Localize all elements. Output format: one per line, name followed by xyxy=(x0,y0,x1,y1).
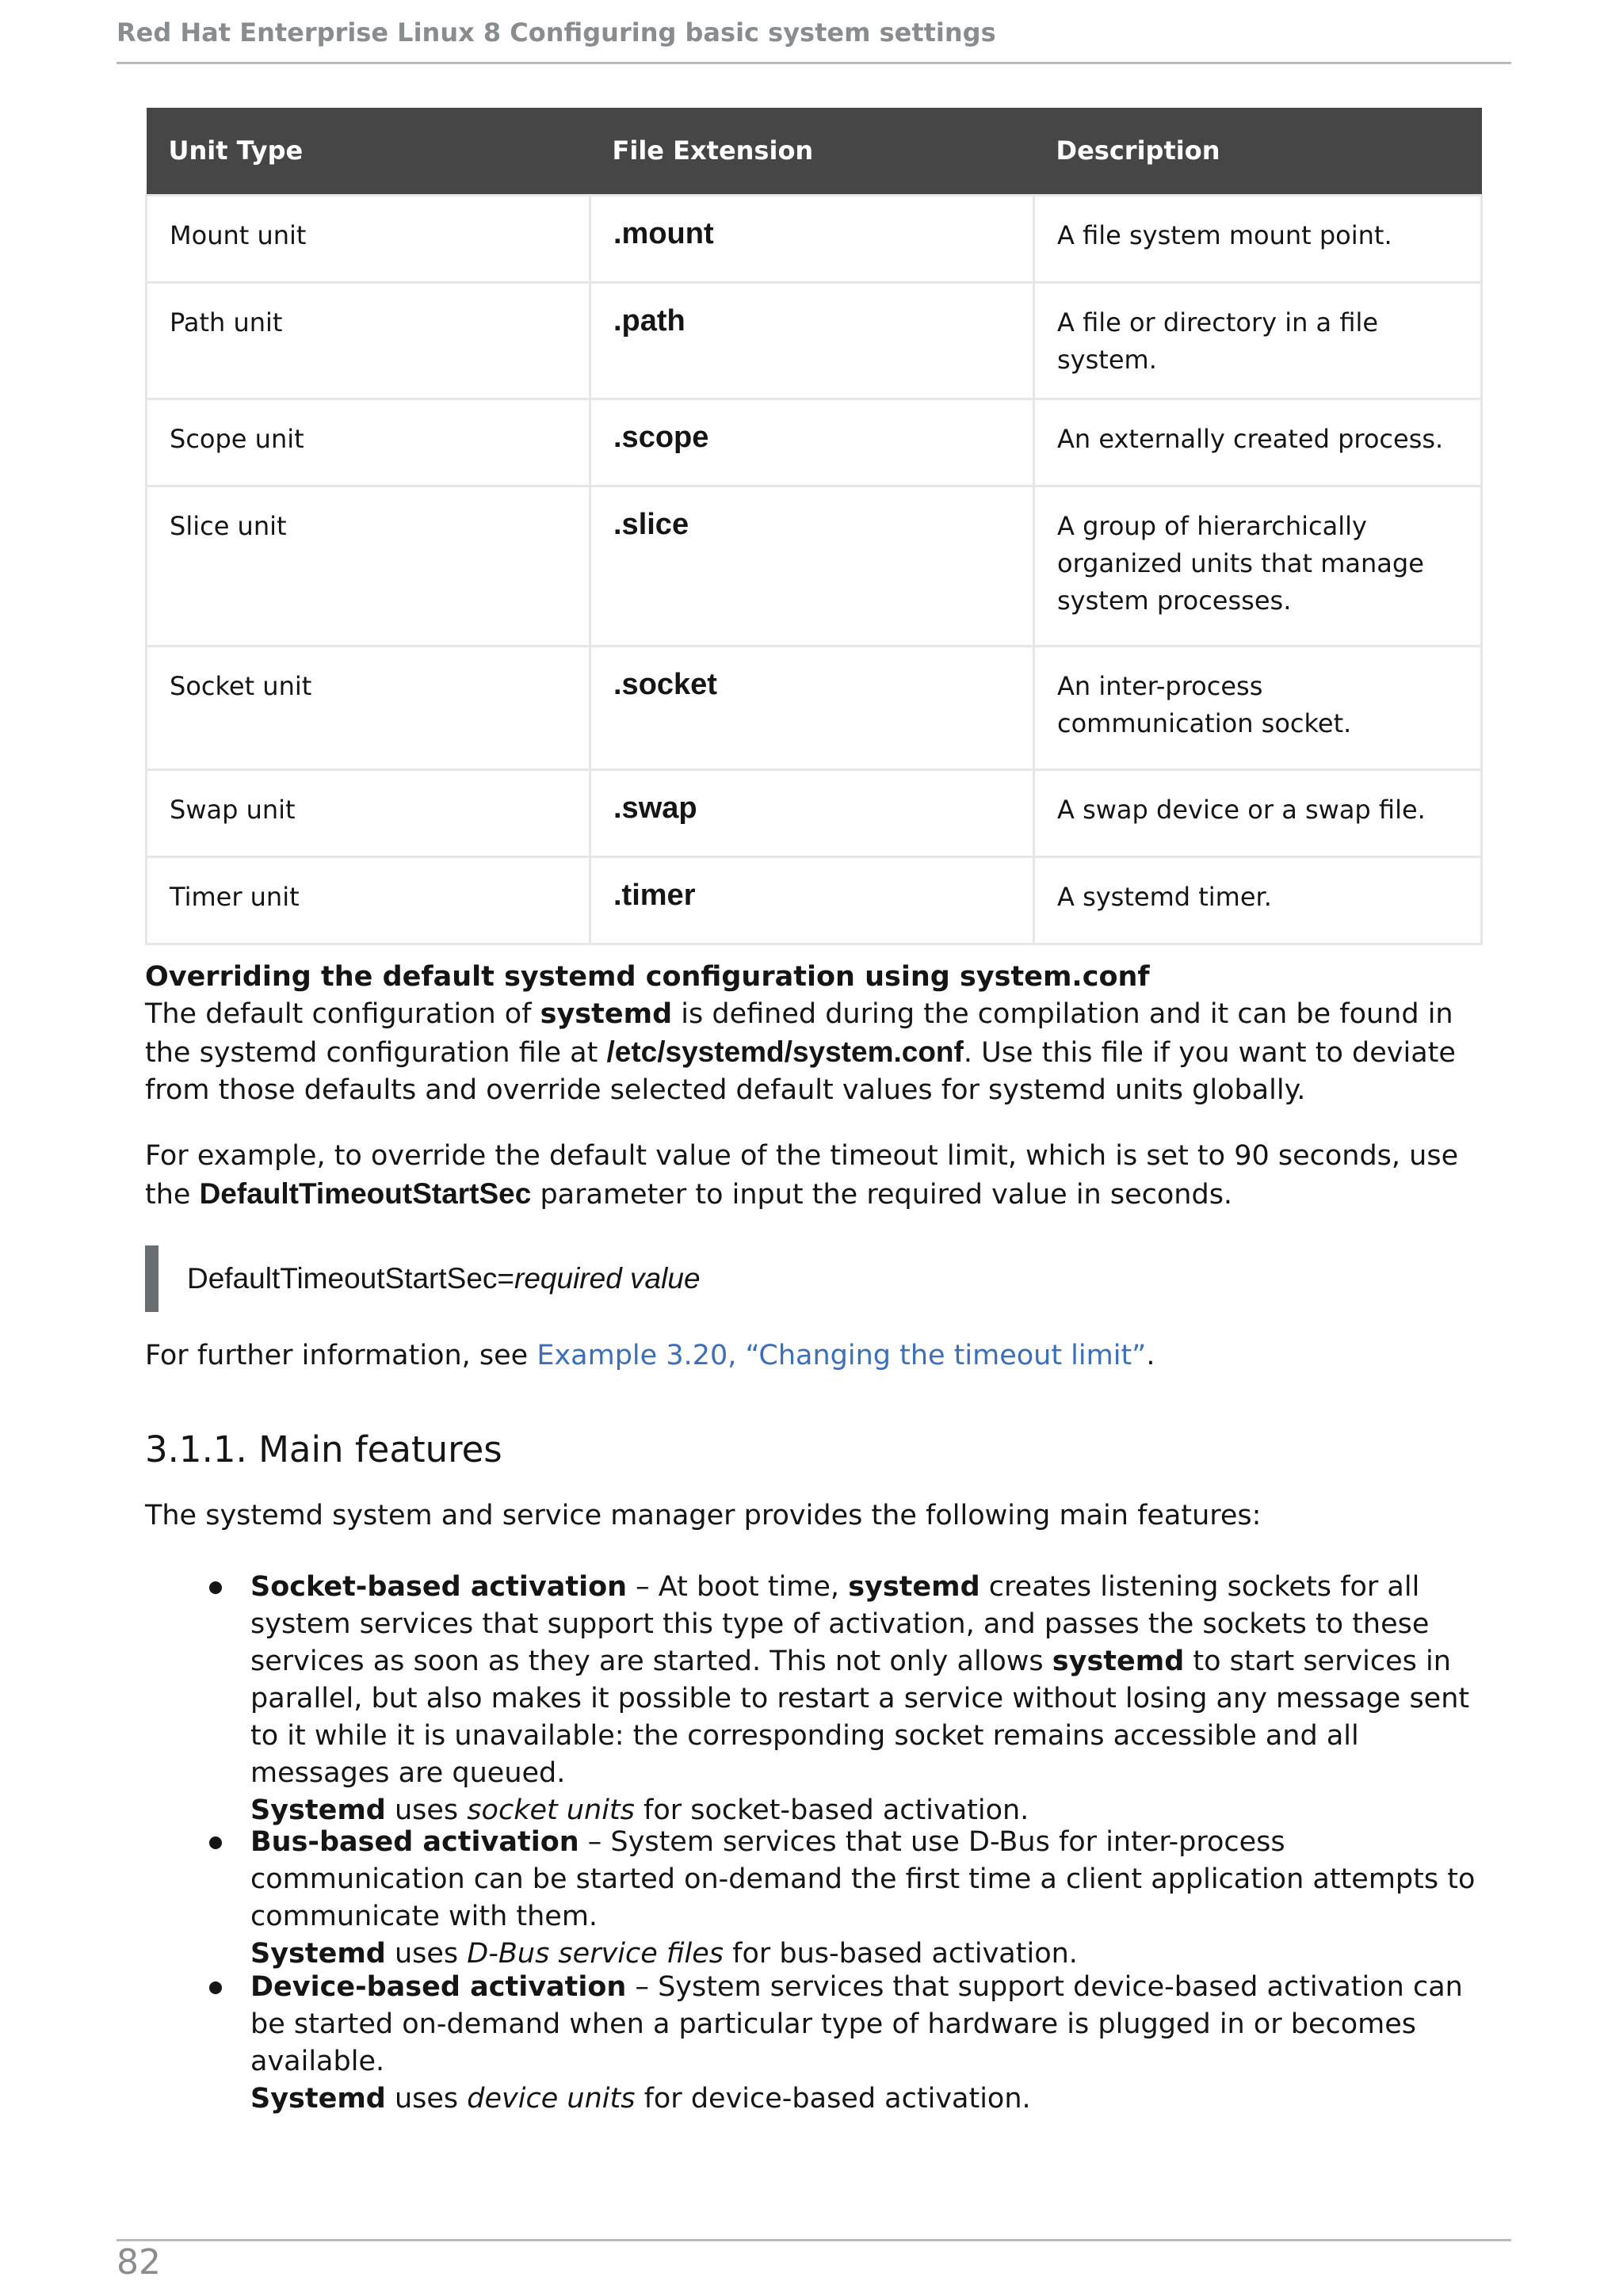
list-item-bus-activation xyxy=(250,1824,1495,1973)
file-extension-cell: .path xyxy=(590,282,1034,399)
code-block xyxy=(145,1245,1480,1312)
bullet-icon xyxy=(209,1581,222,1594)
file-extension-cell: .slice xyxy=(590,486,1034,646)
example-paragraph xyxy=(145,1138,1492,1214)
table-row xyxy=(147,486,1482,646)
description-cell: A file system mount point. xyxy=(1034,195,1482,282)
unit-type-cell: Scope unit xyxy=(147,399,590,486)
text-run: For example, to override the default value of the timeout limit, which is set to 90 seconds, use the xyxy=(145,1140,1459,1211)
text-run: . Use this file if you want to deviate from those defaults and override selected default values for systemd units globally. xyxy=(145,1037,1456,1106)
text-run: . xyxy=(1146,1340,1155,1371)
file-extension-cell: .mount xyxy=(590,195,1034,282)
description-cell: An externally created process. xyxy=(1034,399,1482,486)
list-item-device-activation xyxy=(250,1969,1495,2118)
override-section xyxy=(145,959,1492,1109)
description-cell: An inter-process communication socket. xyxy=(1034,646,1482,769)
description-cell: A group of hierarchically organized units that manage system processes. xyxy=(1034,486,1482,646)
unit-type-cell: Swap unit xyxy=(147,769,590,856)
unit-type-cell: Path unit xyxy=(147,282,590,399)
code-text: DefaultTimeoutStartSec= xyxy=(187,1262,515,1295)
systemd-term: systemd xyxy=(848,1571,980,1603)
unit-type-cell: Slice unit xyxy=(147,486,590,646)
unit-type-cell: Timer unit xyxy=(147,856,590,944)
file-extension-cell: .timer xyxy=(590,856,1034,944)
systemd-term: Systemd xyxy=(250,1794,386,1826)
table-row xyxy=(147,646,1482,769)
text-run: parameter to input the required value in seconds. xyxy=(531,1179,1233,1211)
feature-title: Socket-based activation xyxy=(250,1571,628,1603)
file-extension-cell: .swap xyxy=(590,769,1034,856)
bullet-icon xyxy=(209,1981,222,1994)
text-run: – System services that use D-Bus for inter-process communication can be started on-demand the first time a client application attempts to communicate with them. xyxy=(250,1826,1476,1932)
text-run: is defined during the compilation and it can be found in the systemd configuration file at xyxy=(145,998,1453,1069)
text-run: The default configuration of xyxy=(145,998,540,1030)
code-placeholder: required value xyxy=(514,1262,701,1295)
table-row xyxy=(147,856,1482,944)
bullet-icon xyxy=(209,1836,222,1849)
example-cross-reference-link[interactable]: Example 3.20, “Changing the timeout limit” xyxy=(537,1340,1147,1371)
systemd-term: Systemd xyxy=(250,2083,386,2115)
table-row xyxy=(147,195,1482,282)
table-row xyxy=(147,282,1482,399)
description-cell: A file or directory in a file system. xyxy=(1034,282,1482,399)
emphasis-term: socket units xyxy=(467,1794,635,1826)
emphasis-term: D-Bus service files xyxy=(467,1938,724,1970)
further-info-paragraph xyxy=(145,1337,1492,1375)
running-header-title: Red Hat Enterprise Linux 8 Configuring basic system settings xyxy=(116,17,996,48)
text-run: uses xyxy=(385,2083,468,2115)
text-run: for device-based activation. xyxy=(635,2083,1031,2115)
table-header-row xyxy=(147,108,1482,195)
column-header-file-extension: File Extension xyxy=(590,108,1034,195)
systemd-term: systemd xyxy=(540,998,673,1030)
header-divider xyxy=(116,62,1511,64)
unit-type-cell: Mount unit xyxy=(147,195,590,282)
text-run: to start services in parallel, but also makes it possible to restart a service without losing any message sent to it while it is unavailable: the corresponding socket remains accessible and all messages are queued. xyxy=(250,1646,1470,1789)
systemd-term: Systemd xyxy=(250,1938,386,1970)
feature-title: Device-based activation xyxy=(250,1971,627,2003)
section-heading-main-features: 3.1.1. Main features xyxy=(145,1428,502,1470)
list-item-socket-activation xyxy=(250,1569,1495,1829)
description-cell: A systemd timer. xyxy=(1034,856,1482,944)
text-run: For further information, see xyxy=(145,1340,537,1371)
override-heading: Overriding the default systemd configuration using system.conf xyxy=(145,961,1150,993)
text-run: – At boot time, xyxy=(627,1571,849,1603)
footer-divider xyxy=(116,2239,1511,2241)
table-row xyxy=(147,769,1482,856)
unit-types-table xyxy=(145,108,1483,945)
emphasis-term: device units xyxy=(467,2083,636,2115)
text-run: for bus-based activation. xyxy=(724,1938,1078,1970)
column-header-unit-type: Unit Type xyxy=(147,108,590,195)
column-header-description: Description xyxy=(1034,108,1482,195)
parameter-name: DefaultTimeoutStartSec xyxy=(199,1177,532,1210)
features-intro: The systemd system and service manager provides the following main features: xyxy=(145,1500,1262,1531)
systemd-term: systemd xyxy=(1052,1646,1185,1677)
unit-type-cell: Socket unit xyxy=(147,646,590,769)
page-number: 82 xyxy=(116,2242,161,2283)
feature-title: Bus-based activation xyxy=(250,1826,579,1858)
override-paragraph xyxy=(145,996,1492,1109)
text-run: uses xyxy=(385,1938,468,1970)
table-row xyxy=(147,399,1482,486)
file-extension-cell: .scope xyxy=(590,399,1034,486)
text-run: uses xyxy=(385,1794,468,1826)
text-run: – System services that support device-based activation can be started on-demand when a particular type of hardware is plugged in or becomes available. xyxy=(250,1971,1463,2077)
description-cell: A swap device or a swap file. xyxy=(1034,769,1482,856)
file-extension-cell: .socket xyxy=(590,646,1034,769)
text-run: creates listening sockets for all system services that support this type of activation, and passes the sockets to these services as soon as they are started. This not only allows xyxy=(250,1571,1430,1677)
config-path: /etc/systemd/system.conf xyxy=(606,1035,964,1068)
text-run: for socket-based activation. xyxy=(634,1794,1029,1826)
